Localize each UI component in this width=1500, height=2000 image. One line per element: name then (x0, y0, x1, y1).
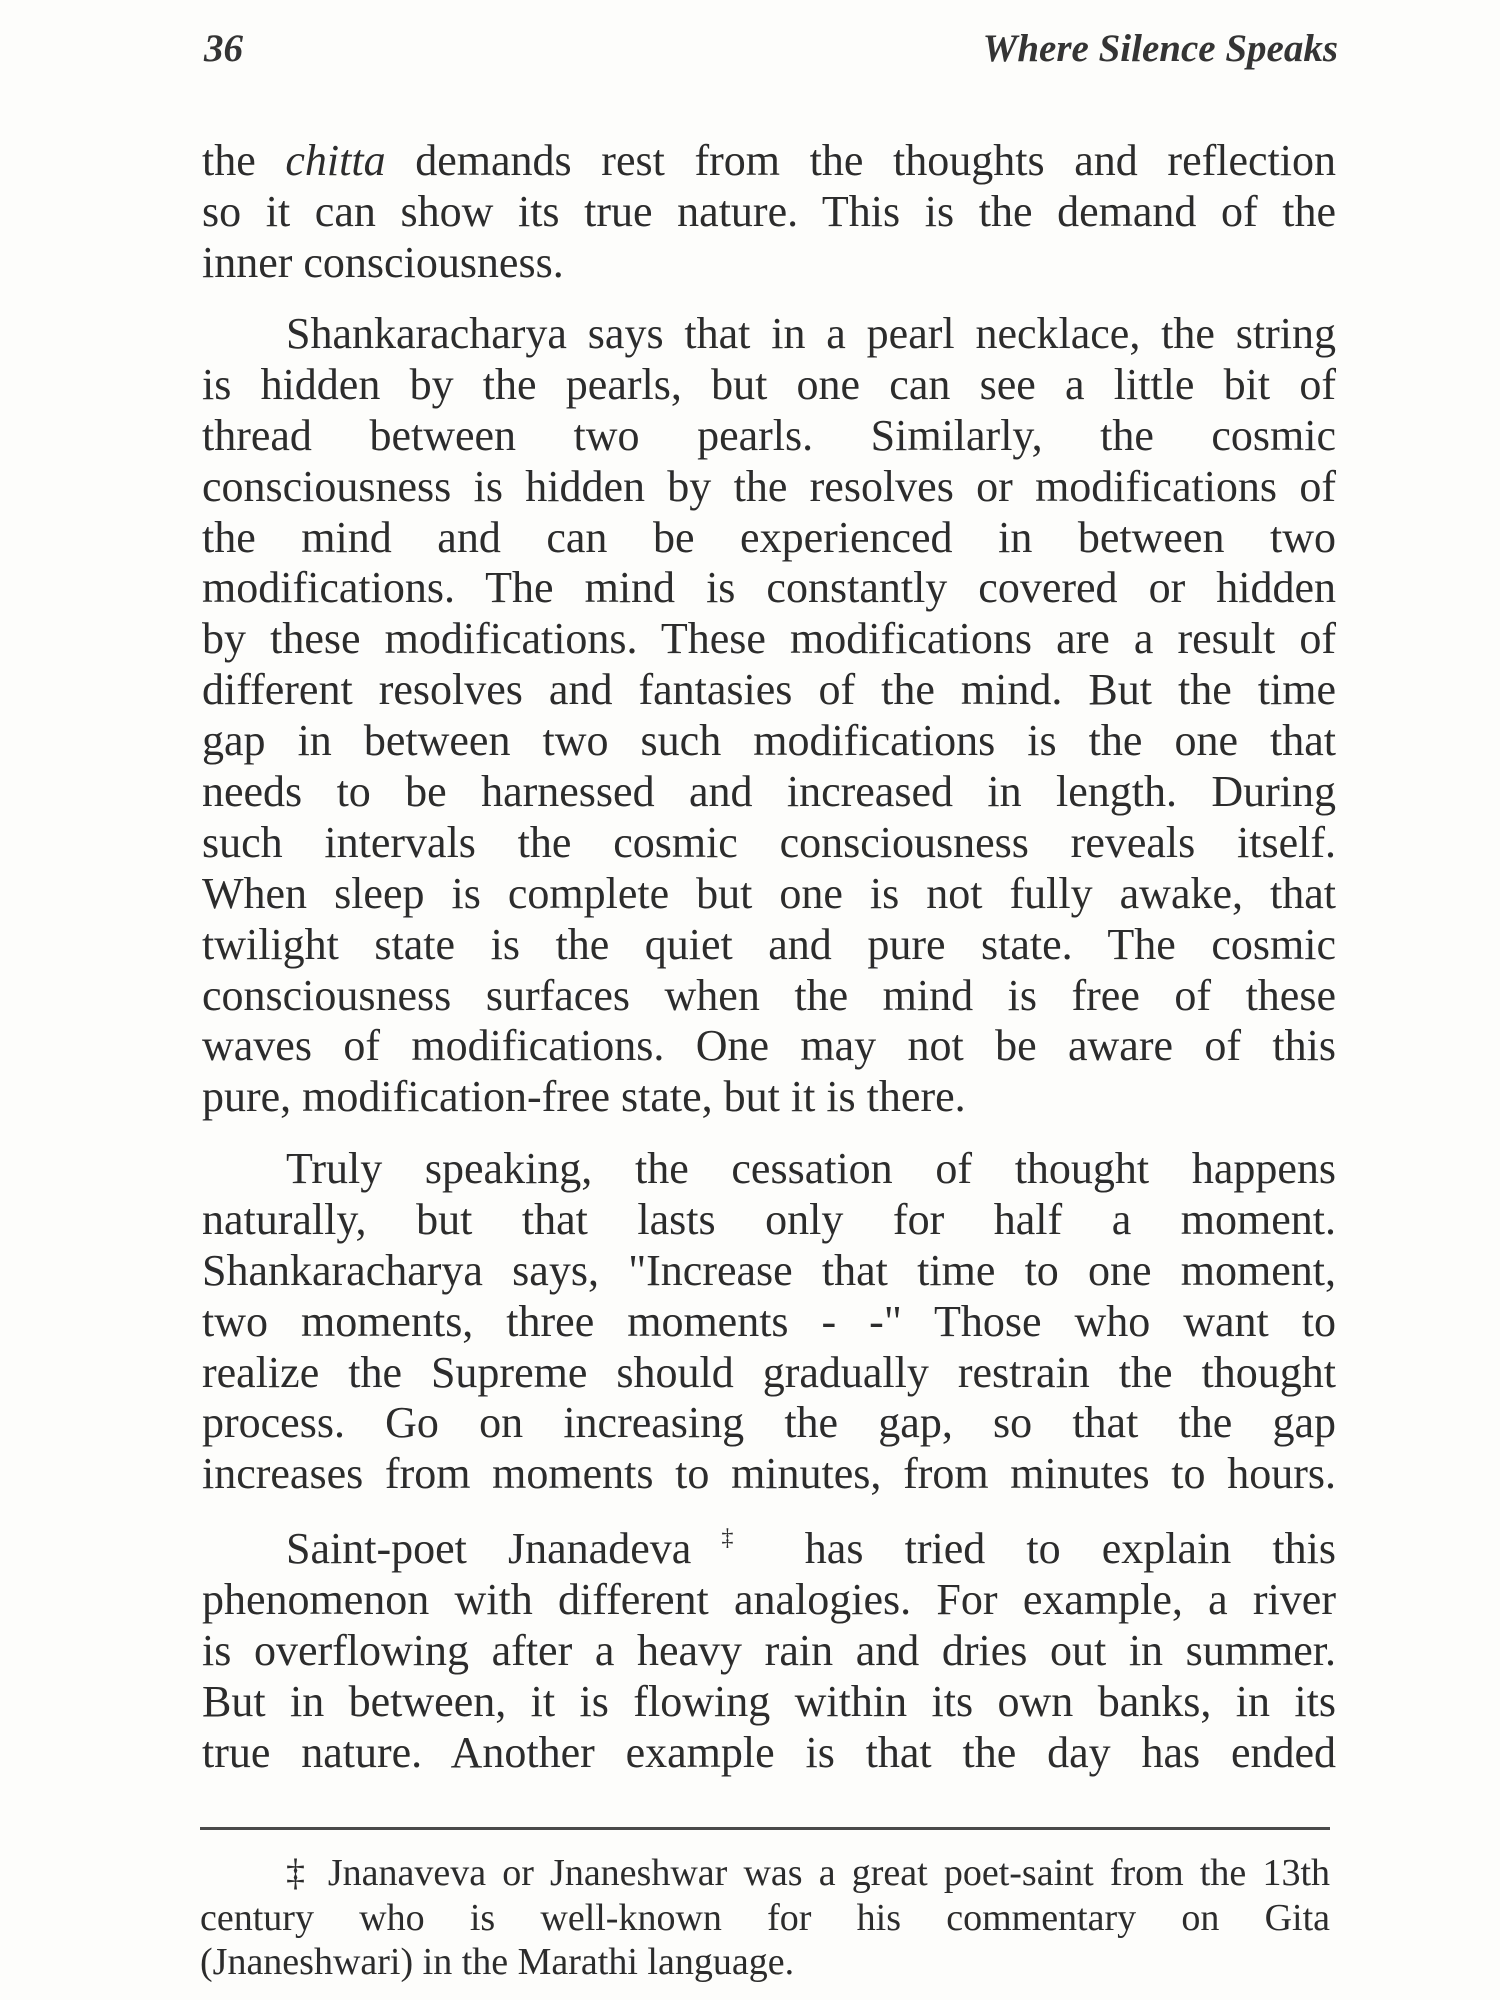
body-line: is hidden by the pearls, but one can see a little bit of (202, 359, 1336, 409)
body-line: When sleep is complete but one is not fully awake, that (202, 868, 1336, 918)
text-span: demands rest from the thoughts and reflection (385, 136, 1336, 185)
body-line: so it can show its true nature. This is the demand of the (202, 186, 1336, 236)
body-line: two moments, three moments - -" Those who want to (202, 1296, 1336, 1346)
running-title: Where Silence Speaks (982, 27, 1338, 70)
body-line: twilight state is the quiet and pure state. The cosmic (202, 919, 1336, 969)
body-line: inner consciousness. (202, 237, 564, 287)
body-line: true nature. Another example is that the day has ended (202, 1727, 1336, 1777)
body-line: pure, modification-free state, but it is there. (202, 1072, 966, 1122)
body-line: Shankaracharya says, "Increase that time to one moment, (202, 1245, 1336, 1295)
body-line: Shankaracharya says that in a pearl necklace, the string (286, 309, 1336, 358)
body-line: such intervals the cosmic consciousness reveals itself. (202, 817, 1336, 867)
body-line: thread between two pearls. Similarly, the cosmic (202, 410, 1336, 460)
paragraph (202, 1144, 1336, 1500)
paragraph (202, 309, 1336, 1123)
body-line: is overflowing after a heavy rain and dries out in summer. (202, 1625, 1336, 1675)
text-span: has tried to explain this (763, 1524, 1336, 1573)
footnote-marker: ‡ (691, 1524, 764, 1551)
paragraph (202, 136, 1336, 289)
text-span: the (202, 136, 286, 185)
body-line: consciousness surfaces when the mind is free of these (202, 970, 1336, 1020)
body-line: the mind and can be experienced in between two (202, 512, 1336, 562)
body-line: by these modifications. These modifications are a result of (202, 614, 1336, 664)
body-line: realize the Supreme should gradually restrain the thought (202, 1347, 1336, 1397)
footnote-line: century who is well-known for his commentary on Gita (200, 1896, 1330, 1939)
running-head (204, 26, 1338, 72)
body-line (202, 1524, 1336, 1575)
paragraph (202, 1524, 1336, 1778)
footnote-line: (Jnaneshwari) in the Marathi language. (200, 1941, 795, 1983)
body-line (202, 136, 1336, 187)
text-span: Saint-poet Jnanadeva (286, 1524, 692, 1573)
body-line: waves of modifications. One may not be aware of this (202, 1021, 1336, 1071)
body-line: needs to be harnessed and increased in length. During (202, 767, 1336, 817)
body-line: process. Go on increasing the gap, so that the gap (202, 1398, 1336, 1448)
italic-term: chitta (285, 136, 386, 185)
body-line: gap in between two such modifications is the one that (202, 716, 1336, 766)
body-line: phenomenon with different analogies. For example, a river (202, 1574, 1336, 1624)
page-number: 36 (204, 27, 243, 70)
body-line: different resolves and fantasies of the mind. But the time (202, 665, 1336, 715)
body-line: modifications. The mind is constantly covered or hidden (202, 563, 1336, 613)
body-line: Truly speaking, the cessation of thought happens (286, 1144, 1336, 1193)
footnote (200, 1851, 1330, 1985)
body-line: But in between, it is flowing within its own banks, in its (202, 1676, 1336, 1726)
body-line: naturally, but that lasts only for half a moment. (202, 1194, 1336, 1244)
footnote-line: ‡ Jnanaveva or Jnaneshwar was a great poet-saint from the 13th (286, 1852, 1330, 1894)
footnote-rule (200, 1827, 1330, 1830)
body-line: consciousness is hidden by the resolves or modifications of (202, 461, 1336, 511)
body-line: increases from moments to minutes, from minutes to hours. (202, 1449, 1336, 1499)
